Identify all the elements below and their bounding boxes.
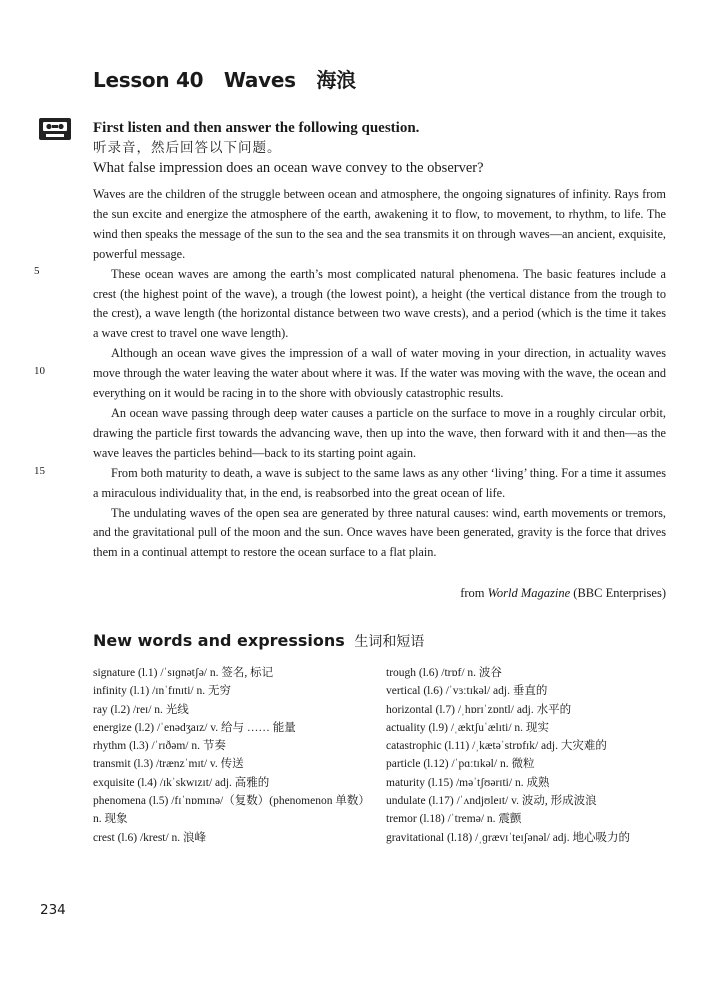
vocab-item: particle (l.12) /ˈpɑːtɪkəl/ n. 微粒 bbox=[386, 758, 535, 771]
line-number: 10 bbox=[34, 365, 45, 377]
vocab-item: rhythm (l.3) /ˈrɪðəm/ n. 节奏 bbox=[93, 740, 226, 753]
vocab-item: catastrophic (l.11) /ˌkætəˈstrɒfɪk/ adj. 大灾难的 bbox=[386, 740, 607, 753]
cassette-tape-icon bbox=[38, 117, 72, 141]
passage-paragraph: An ocean wave passing through deep water causes a particle on the surface to move in a roughly circular orbit, drawing the particle first towards the advancing wave, then up into the wave, then forward with it and then—as the wave leaves the particles behind—back to its starting point again. bbox=[93, 405, 666, 460]
lesson-title-cn: 海浪 bbox=[316, 68, 356, 92]
passage-paragraph: The undulating waves of the open sea are generated by three natural causes: wind, earth movements or tremors, and the gravitational pull of the moon and the sun. Once waves have been generated, gravity is the force that drives them in a continual attempt to restore the ocean surface to a flat plain. bbox=[93, 505, 666, 560]
vocab-item: maturity (l.15) /məˈtʃʊərɪti/ n. 成熟 bbox=[386, 776, 550, 789]
lesson-title bbox=[93, 64, 370, 93]
vocab-heading bbox=[93, 631, 424, 651]
vocab-item: ray (l.2) /reɪ/ n. 光线 bbox=[93, 703, 189, 716]
vocab-column-left bbox=[93, 664, 378, 847]
line-number: 15 bbox=[34, 465, 45, 477]
passage-paragraph: These ocean waves are among the earth’s most complicated natural phenomena. The basic features include a crest (the highest point of the wave), a trough (the lowest point), a height (the vertical distance from the trough to the crest), a wave length (the horizontal distance between two wave crests), and a period (which is the time it takes a wave crest to travel one wave length). bbox=[93, 266, 666, 341]
vocab-item: signature (l.1) /ˈsɪɡnətʃə/ n. 签名, 标记 bbox=[93, 667, 274, 679]
vocab-item: horizontal (l.7) /ˌhɒrɪˈzɒntl/ adj. 水平的 bbox=[386, 703, 572, 716]
vocab-item: infinity (l.1) /ɪnˈfɪnɪti/ n. 无穷 bbox=[93, 685, 231, 698]
question-text: What false impression does an ocean wave convey to the observer? bbox=[93, 160, 484, 176]
vocab-item: actuality (l.9) /ˌæktʃuˈælɪti/ n. 现实 bbox=[386, 721, 549, 734]
lesson-title-en: Waves bbox=[223, 68, 296, 92]
page-number: 234 bbox=[40, 902, 66, 918]
source-citation bbox=[460, 586, 666, 601]
vocab-item: crest (l.6) /krest/ n. 浪峰 bbox=[93, 831, 207, 844]
vocab-heading-en: New words and expressions bbox=[93, 631, 345, 650]
vocab-item: trough (l.6) /trɒf/ n. 波谷 bbox=[386, 667, 502, 679]
passage-paragraph: From both maturity to death, a wave is subject to the same laws as any other ‘living’ thing. For a time it assumes a miraculous individuality that, in the end, is reabsorbed into the great ocean of life. bbox=[93, 465, 666, 500]
vocab-item: vertical (l.6) /ˈvɜːtɪkəl/ adj. 垂直的 bbox=[386, 685, 548, 698]
vocab-item: exquisite (l.4) /ɪkˈskwɪzɪt/ adj. 高雅的 bbox=[93, 776, 270, 789]
vocab-item: phenomena (l.5) /fɪˈnɒmɪnə/（复数）(phenomenon 单数）n. 现象 bbox=[93, 795, 370, 826]
vocab-heading-cn: 生词和短语 bbox=[354, 634, 425, 650]
source-publication: World Magazine bbox=[487, 586, 571, 600]
passage bbox=[93, 185, 666, 563]
vocab-item: transmit (l.3) /trænzˈmɪt/ v. 传送 bbox=[93, 758, 244, 771]
source-suffix: (BBC Enterprises) bbox=[573, 586, 666, 600]
lesson-number: Lesson 40 bbox=[93, 68, 204, 92]
line-number: 5 bbox=[34, 265, 40, 277]
passage-paragraph: Waves are the children of the struggle between ocean and atmosphere, the ongoing signatures of infinity. Rays from the sun excite and energize the atmosphere of the earth, awakening it to flow, to movement, to rhythm, to life. The wind then speaks the message of the sun to the sea and the sea transmits it on through waves—an ancient, exquisite, powerful message. bbox=[93, 187, 666, 261]
passage-paragraph: Although an ocean wave gives the impression of a wall of water moving in your direction, in actuality waves move through the water leaving the water about where it was. If the water was moving with the wave, the ocean and everything on it would be racing in to the shore with obviously catastrophic results. bbox=[93, 346, 666, 401]
source-prefix: from bbox=[460, 586, 485, 600]
question-chinese: 听录音，然后回答以下问题。 bbox=[93, 140, 282, 155]
vocab-item: undulate (l.17) /ˈʌndjʊleɪt/ v. 波动, 形成波浪 bbox=[386, 795, 597, 808]
vocab-item: tremor (l.18) /ˈtremə/ n. 震颤 bbox=[386, 813, 522, 826]
vocab-column-right bbox=[386, 664, 676, 847]
vocab-item: gravitational (l.18) /ˌɡrævɪˈteɪʃənəl/ adj. 地心吸力的 bbox=[386, 831, 630, 844]
question-heading: First listen and then answer the following question. bbox=[93, 120, 420, 136]
vocab-item: energize (l.2) /ˈenədʒaɪz/ v. 给与 …… 能量 bbox=[93, 721, 296, 734]
question-block bbox=[93, 118, 484, 178]
